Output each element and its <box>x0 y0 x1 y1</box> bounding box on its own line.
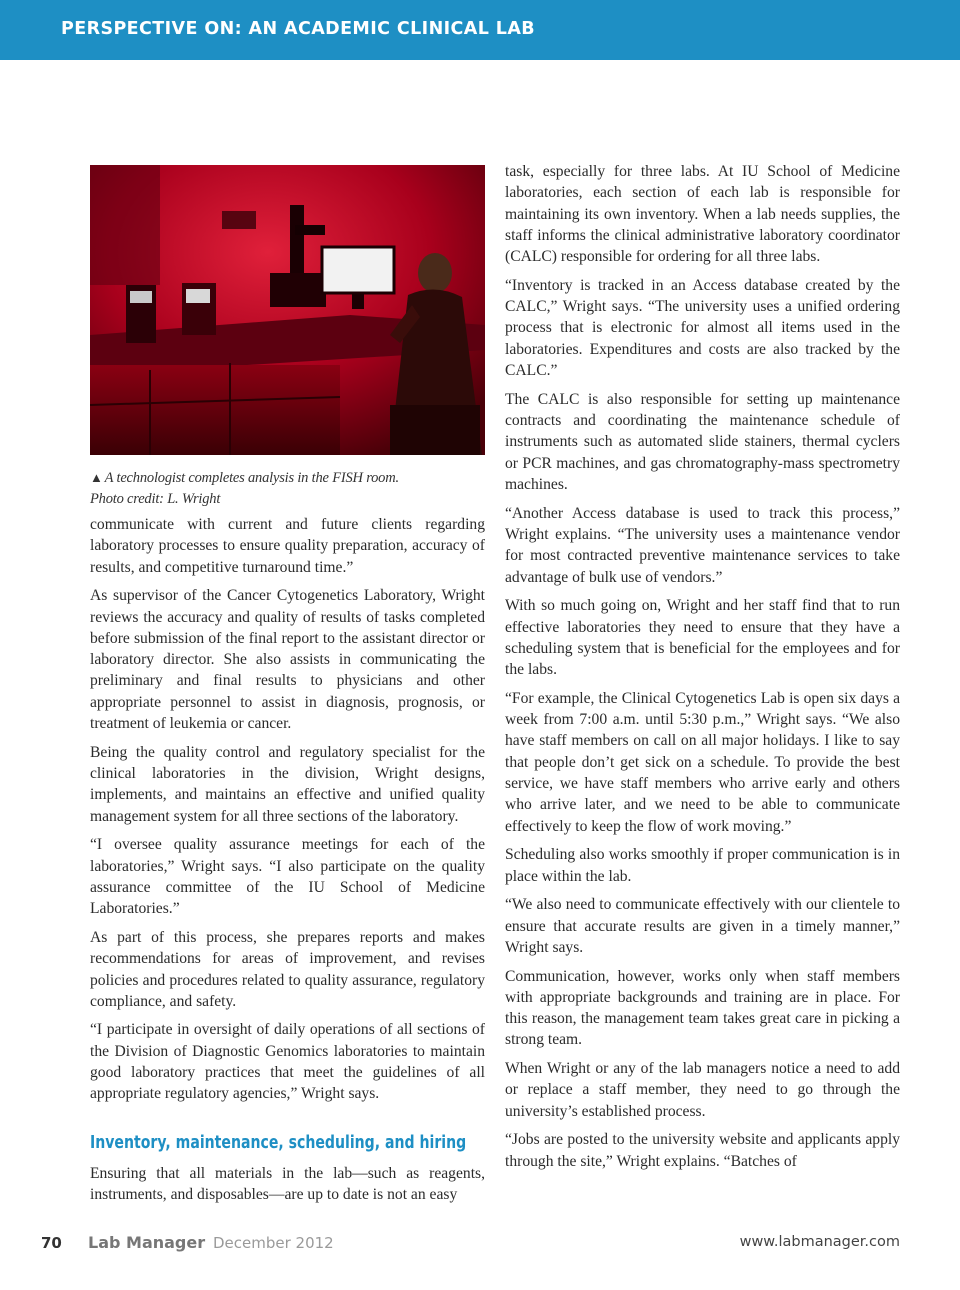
body-paragraph: With so much going on, Wright and her staff find that to run effective laboratories they need to ensure that they have a scheduling system that is beneficial for the employees and for the labs. <box>505 597 900 679</box>
website-link[interactable]: www.labmanager.com <box>739 1234 900 1250</box>
caret-up-icon: ▲ <box>90 470 103 485</box>
section-subhead: Inventory, maintenance, scheduling, and hiring <box>90 1132 467 1153</box>
body-paragraph: “I participate in oversight of daily operations of all sections of the Division of Diagnostic Genomics laboratories to maintain good laboratory practices that meet the guidelines of all appropriate regulatory agencies,” Wright says. <box>90 1021 485 1103</box>
body-paragraph: The CALC is also responsible for setting up maintenance contracts and coordinating the maintenance schedule of instruments such as automated slide stainers, thermal cyclers or PCR machines, and gas chromatography-mass spectrometry machines. <box>505 390 900 493</box>
lab-photo <box>90 165 485 455</box>
body-paragraph: “Another Access database is used to track this process,” Wright explains. “The university uses a maintenance vendor for most contracted preventive maintenance services to take advantage of bulk use of vendors.” <box>505 504 900 586</box>
body-paragraph: “For example, the Clinical Cytogenetics Lab is open six days a week from 7:00 a.m. until 5:30 p.m.,” Wright says. “We also have staff members on call on all major holidays. I like to say that people don’t get sick on a schedule. To provide the best service, we have staff members who arrive early and others who arrive later, and we need to be able to communicate effectively to keep the flow of work moving.” <box>505 689 900 835</box>
left-column <box>90 514 485 1213</box>
body-paragraph: Being the quality control and regulatory specialist for the clinical laboratories in the division, Wright designs, implements, and maintains an effective and unified quality management system for all three sections of the laboratory. <box>90 743 485 825</box>
body-paragraph: Scheduling also works smoothly if proper communication is in place within the lab. <box>505 846 900 885</box>
body-paragraph: “Inventory is tracked in an Access database created by the CALC,” Wright says. “The university uses a unified ordering process that is electronic for almost all items used in the laboratories. Expenditures and costs are also tracked by the CALC.” <box>505 276 900 380</box>
photo-credit: Photo credit: L. Wright <box>90 491 221 507</box>
body-paragraph: As part of this process, she prepares reports and makes recommendations for areas of improvement, and revises policies and procedures related to quality assurance, regulatory compliance, and safety. <box>90 928 485 1010</box>
body-paragraph: “We also need to communicate effectively with our clientele to ensure that accurate results are given in a timely manner,” Wright says. <box>505 896 900 956</box>
photo-caption-block <box>90 467 485 510</box>
body-paragraph: Ensuring that all materials in the lab—such as reagents, instruments, and disposables—are up to date is not an easy <box>90 1164 485 1203</box>
body-paragraph: Communication, however, works only when staff members with appropriate backgrounds and training are in place. For this reason, the management team takes great care in picking a strong team. <box>505 967 900 1049</box>
magazine-name: Lab Manager <box>88 1233 206 1252</box>
issue-date: December 2012 <box>213 1234 334 1252</box>
caption-text: A technologist completes analysis in the FISH room. <box>104 470 399 486</box>
section-title: PERSPECTIVE ON: AN ACADEMIC CLINICAL LAB <box>61 19 536 39</box>
body-paragraph: communicate with current and future clients regarding laboratory processes to ensure quality preparation, accuracy of results, and competitive turnaround time.” <box>90 516 485 576</box>
page-number: 70 <box>41 1234 62 1252</box>
photo-caption <box>90 467 485 489</box>
body-paragraph: task, especially for three labs. At IU School of Medicine laboratories, each section of each lab is responsible for maintaining its own inventory. When a lab needs supplies, the staff informs the clinical administrative laboratory coordinator (CALC) responsible for ordering for all three labs. <box>505 163 900 266</box>
fish-room-image <box>90 165 485 455</box>
right-column <box>505 161 900 1179</box>
body-paragraph: “Jobs are posted to the university website and applicants apply through the site,” Wright explains. “Batches of <box>505 1131 900 1170</box>
body-paragraph: “I oversee quality assurance meetings for each of the laboratories,” Wright says. “I also participate on the quality assurance committee of the IU School of Medicine Laboratories.” <box>90 836 485 918</box>
body-paragraph: As supervisor of the Cancer Cytogenetics Laboratory, Wright reviews the accuracy and quality of results of tasks completed before submission of the final report to the assistant director or laboratory director. She also assists in communicating the preliminary and final results to physicians and other appropriate personnel to assist in diagnosis, prognosis, or treatment of leukemia or cancer. <box>90 587 485 733</box>
body-paragraph: When Wright or any of the lab managers notice a need to add or replace a staff member, they need to go through the university’s established process. <box>505 1060 900 1120</box>
section-banner <box>0 0 960 60</box>
